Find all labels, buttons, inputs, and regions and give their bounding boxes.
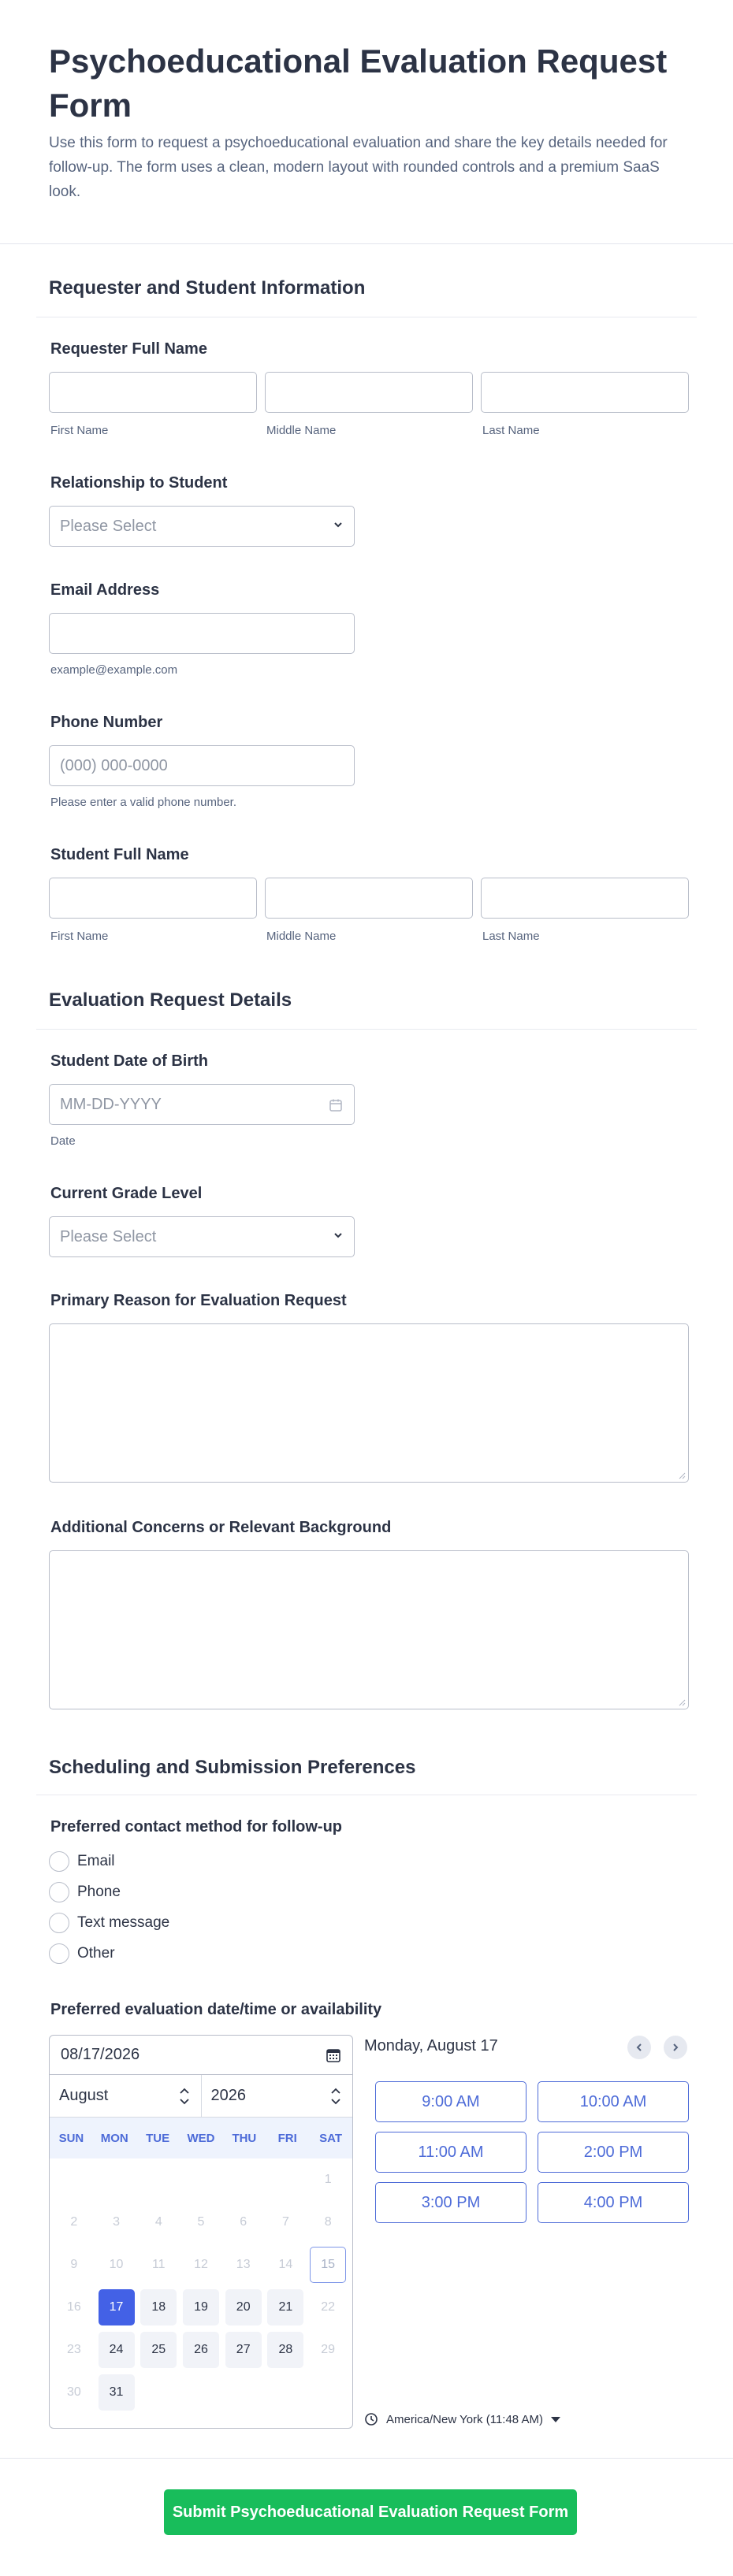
requester-last-name-input[interactable] [481,372,689,413]
calendar-day-number [99,2162,135,2198]
date-input[interactable] [50,2036,352,2075]
time-slot-button[interactable]: 2:00 PM [538,2132,689,2173]
weekday-label: TUE [146,2131,170,2145]
caret-down-icon [551,2417,560,2422]
calendar-day [307,2244,349,2286]
chevron-right-icon [671,2043,680,2052]
dob-input[interactable] [49,1084,355,1125]
date-picker [49,2035,353,2429]
up-down-arrows-icon [179,2084,190,2108]
concerns-label: Additional Concerns or Relevant Background [50,1519,392,1536]
timezone-select[interactable] [364,2412,560,2426]
requester-first-name-input[interactable] [49,372,257,413]
year-select[interactable] [201,2075,353,2117]
phone-input[interactable] [49,745,355,786]
requester-middle-name-input[interactable] [265,372,473,413]
radio-label: Other [77,1945,115,1962]
year-value: 2026 [210,2087,246,2104]
weekday-label: SAT [319,2131,343,2145]
calendar-day [53,2244,95,2286]
radio-button[interactable] [49,1943,69,1964]
calendar-day-number: 17 [99,2289,135,2325]
calendar-day[interactable] [95,2329,138,2371]
month-value: August [59,2087,109,2104]
student-middle-name-input[interactable] [265,878,473,919]
calendar-day-number [183,2162,219,2198]
date-value: 08/17/2026 [61,2046,140,2063]
radio-label: Phone [77,1884,121,1900]
chevron-down-icon [333,520,343,529]
calendar-empty-cell [222,2158,265,2201]
student-last-name-input[interactable] [481,878,689,919]
calendar-day[interactable] [137,2286,180,2329]
calendar-day [137,2201,180,2244]
calendar-day-number [267,2162,303,2198]
calendar-day [53,2329,95,2371]
calendar-day-number: 9 [70,2258,78,2271]
prev-day-button[interactable] [627,2036,651,2059]
section-divider [36,1029,697,1030]
student-name-label: Student Full Name [50,846,189,863]
calendar-day-number [140,2162,177,2198]
weekday-label: WED [187,2131,215,2145]
calendar-day-number: 21 [267,2289,303,2325]
time-slot-button[interactable]: 3:00 PM [375,2182,526,2223]
calendar-day [307,2329,349,2371]
calendar-day-number [225,2162,262,2198]
weekday-label: SUN [58,2131,84,2145]
calendar-day-number: 6 [240,2215,247,2229]
requester-middle-name-sublabel: Middle Name [266,424,337,437]
student-first-name-sublabel: First Name [50,930,109,943]
calendar-day [265,2201,307,2244]
dob-placeholder: MM-DD-YYYY [60,1095,162,1113]
calendar-grid [50,2158,352,2414]
calendar-day-number: 7 [281,2215,289,2229]
reason-label: Primary Reason for Evaluation Request [50,1292,347,1309]
calendar-day-number: 25 [140,2332,177,2368]
calendar-day[interactable] [95,2371,138,2414]
calendar-day [222,2244,265,2286]
email-hint: example@example.com [50,663,178,677]
calendar-day [307,2158,349,2201]
time-slot-button[interactable]: 11:00 AM [375,2132,526,2173]
dob-hint: Date [50,1134,76,1148]
calendar-day[interactable] [180,2286,222,2329]
calendar-day-number: 28 [267,2332,303,2368]
calendar-day [222,2201,265,2244]
weekday-header [50,2118,352,2158]
grade-select[interactable] [49,1216,355,1257]
calendar-day-number: 29 [321,2343,336,2356]
calendar-day [53,2286,95,2329]
calendar-day-number: 16 [66,2300,81,2314]
calendar-day [265,2244,307,2286]
selected-day-title: Monday, August 17 [364,2037,498,2054]
calendar-day-number: 10 [109,2258,124,2271]
next-day-button[interactable] [664,2036,687,2059]
radio-button[interactable] [49,1882,69,1902]
calendar-day [137,2244,180,2286]
radio-button[interactable] [49,1913,69,1933]
calendar-day [95,2244,138,2286]
resize-handle-icon[interactable] [678,1698,686,1706]
calendar-day[interactable] [137,2329,180,2371]
concerns-textarea[interactable] [49,1550,689,1709]
requester-first-name-sublabel: First Name [50,424,109,437]
section-title-requester: Requester and Student Information [49,277,366,299]
form-title: Psychoeducational Evaluation Request Form [49,43,668,124]
resize-handle-icon[interactable] [678,1472,686,1479]
contact-method-label: Preferred contact method for follow-up [50,1818,343,1835]
calendar-day-number: 2 [70,2215,78,2229]
calendar-day-number: 24 [99,2332,135,2368]
radio-option-text[interactable] [49,1913,169,1933]
grade-label: Current Grade Level [50,1185,203,1202]
grade-placeholder: Please Select [60,1227,157,1245]
calendar-empty-cell [180,2158,222,2201]
form-description: Use this form to request a psychoeducational evaluation and share the key details needed for follow-up. The form uses a clean, modern layout with rounded controls and a premium SaaS look. [49,135,668,200]
email-label: Email Address [50,581,160,599]
phone-hint: Please enter a valid phone number. [50,796,236,809]
timezone-value: America/New York (11:48 AM) [386,2412,543,2426]
calendar-day [307,2201,349,2244]
calendar-day-number: 1 [324,2173,332,2186]
calendar-empty-cell [95,2158,138,2201]
time-slot-button[interactable]: 9:00 AM [375,2081,526,2122]
calendar-day-number: 3 [113,2215,121,2229]
up-down-arrows-icon [330,2084,341,2108]
email-input[interactable] [49,613,355,654]
calendar-day-number: 30 [66,2385,81,2399]
section-title-details: Evaluation Request Details [49,989,292,1011]
student-last-name-sublabel: Last Name [482,930,540,943]
calendar-day-number: 27 [225,2332,262,2368]
radio-label: Email [77,1853,115,1869]
radio-option-phone[interactable] [49,1882,121,1902]
reason-textarea[interactable] [49,1323,689,1483]
calendar-day [180,2244,222,2286]
calendar-day[interactable] [95,2286,138,2329]
weekday-label: FRI [277,2131,297,2145]
section-title-scheduling: Scheduling and Submission Preferences [49,1757,416,1778]
time-slots [375,2081,689,2223]
calendar-day-number [56,2162,92,2198]
form-header [0,0,733,244]
calendar-day-number: 13 [236,2258,251,2271]
footer-divider [0,2458,733,2459]
calendar-day-number: 26 [183,2332,219,2368]
chevron-left-icon [634,2043,644,2052]
radio-button[interactable] [49,1851,69,1872]
calendar-day-number: 15 [310,2247,346,2283]
student-middle-name-sublabel: Middle Name [266,930,337,943]
availability-label: Preferred evaluation date/time or availability [50,2001,382,2018]
phone-placeholder: (000) 000-0000 [60,756,168,774]
chevron-down-icon [333,1230,343,1240]
submit-button[interactable]: Submit Psychoeducational Evaluation Request Form [164,2489,577,2535]
weekday-label: THU [232,2131,257,2145]
calendar-day[interactable] [180,2329,222,2371]
calendar-day-number: 20 [225,2289,262,2325]
calendar-day [307,2286,349,2329]
radio-option-email[interactable] [49,1851,115,1872]
clock-icon [364,2412,378,2426]
calendar-day [180,2201,222,2244]
calendar-empty-cell [137,2158,180,2201]
calendar-day-number: 5 [197,2215,205,2229]
phone-label: Phone Number [50,714,163,731]
calendar-day-number: 31 [99,2374,135,2411]
calendar-icon[interactable] [326,2047,341,2063]
calendar-day[interactable] [265,2286,307,2329]
calendar-day-number: 19 [183,2289,219,2325]
calendar-day-number: 18 [140,2289,177,2325]
calendar-day [95,2201,138,2244]
relationship-label: Relationship to Student [50,474,228,492]
dob-label: Student Date of Birth [50,1052,208,1070]
calendar-day-number: 22 [321,2300,336,2314]
calendar-day-number: 12 [194,2258,208,2271]
requester-name-label: Requester Full Name [50,340,207,358]
calendar-day-number: 11 [151,2258,166,2271]
time-slot-button[interactable]: 10:00 AM [538,2081,689,2122]
student-first-name-input[interactable] [49,878,257,919]
month-select[interactable] [50,2075,201,2117]
radio-label: Text message [77,1914,170,1931]
radio-option-other[interactable] [49,1943,115,1964]
calendar-day-number: 4 [154,2215,162,2229]
weekday-label: MON [100,2131,128,2145]
relationship-select[interactable] [49,506,355,547]
calendar-day-number: 14 [278,2258,293,2271]
calendar-empty-cell [265,2158,307,2201]
calendar-day[interactable] [265,2329,307,2371]
calendar-day [53,2371,95,2414]
calendar-day [53,2201,95,2244]
time-slot-button[interactable]: 4:00 PM [538,2182,689,2223]
calendar-day[interactable] [222,2286,265,2329]
calendar-day[interactable] [222,2329,265,2371]
calendar-empty-cell [53,2158,95,2201]
calendar-day-number: 8 [324,2215,332,2229]
calendar-day-number: 23 [66,2343,81,2356]
requester-last-name-sublabel: Last Name [482,424,540,437]
relationship-placeholder: Please Select [60,517,157,535]
calendar-icon[interactable] [329,1098,343,1112]
